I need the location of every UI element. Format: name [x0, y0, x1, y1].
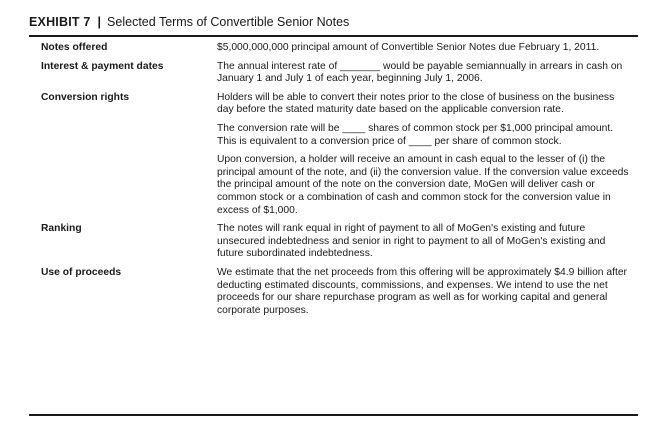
term-label: Notes offered [41, 42, 108, 53]
term-paragraph: Upon conversion, a holder will receive an amount in cash equal to the lesser of (i) the principal amount of the note, and (ii) the conversion value. If the conversion value exceeds the principal amount of the note on the conversion date, MoGen will deliver cash or common stock or a combination of cash and common stock for the conversion value in excess of $1,000. [217, 154, 629, 216]
term-row-ranking [29, 223, 638, 267]
exhibit-number: EXHIBIT 7 [29, 15, 91, 29]
terms-table [29, 42, 638, 323]
term-description [217, 42, 638, 61]
term-description [217, 61, 638, 92]
term-row-interest-payment-dates [29, 61, 638, 92]
term-description [217, 92, 638, 223]
term-row-use-of-proceeds [29, 267, 638, 323]
term-label: Use of proceeds [41, 266, 122, 278]
top-rule [29, 35, 638, 37]
term-paragraph: The annual interest rate of _______ would be payable semiannually in arrears in cash on January 1 and July 1 of each year, beginning July 1, 2006. [217, 60, 623, 85]
title-separator: | [97, 15, 102, 29]
term-description [217, 267, 638, 323]
bottom-rule [29, 414, 638, 416]
term-paragraph: $5,000,000,000 principal amount of Convertible Senior Notes due February 1, 2011. [217, 42, 600, 53]
term-label: Ranking [41, 223, 82, 235]
term-paragraph: The conversion rate will be ____ shares of common stock per $1,000 principal amount. This is equivalent to a conversion price of ____ per share of common stock. [217, 122, 614, 147]
term-row-conversion-rights [29, 92, 638, 223]
term-description [217, 223, 638, 267]
term-label: Interest & payment dates [41, 60, 164, 72]
term-label: Conversion rights [41, 91, 130, 103]
term-paragraph: Holders will be able to convert their notes prior to the close of business on the business day before the stated maturity date based on the applicable conversion rate. [217, 91, 615, 116]
term-row-notes-offered [29, 42, 638, 61]
term-paragraph: We estimate that the net proceeds from this offering will be approximately $4.9 billion after deducting estimated discounts, commissions, and expenses. We intend to use the net proceeds for our share repurchase program as well as for working capital and general corporate purposes. [217, 266, 627, 316]
term-paragraph: The notes will rank equal in right of payment to all of MoGen's existing and future unsecured indebtedness and senior in right to payment to all of MoGen's existing and future subordinated indebtedness. [217, 223, 606, 260]
exhibit-title-row [29, 15, 349, 29]
exhibit-title: Selected Terms of Convertible Senior Notes [107, 15, 350, 29]
